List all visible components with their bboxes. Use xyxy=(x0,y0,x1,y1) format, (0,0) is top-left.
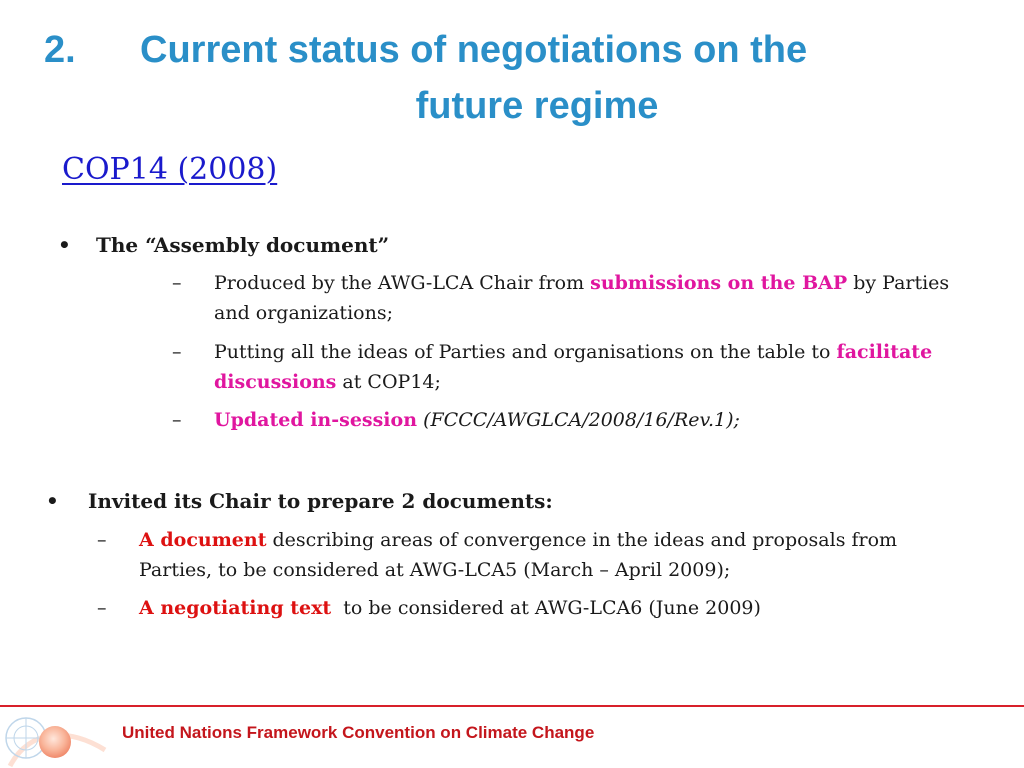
section1-item-1-text xyxy=(214,268,954,328)
item-highlight: A negotiating text xyxy=(139,597,332,619)
item-text: Putting all the ideas of Parties and organisations on the table to xyxy=(214,341,837,363)
footer-divider xyxy=(0,705,1024,707)
dash-icon: – xyxy=(97,529,107,551)
section1-bullet-item xyxy=(58,231,958,259)
dash-icon: – xyxy=(97,597,107,619)
section2-bullet-item xyxy=(46,487,946,515)
item-text: Produced by the AWG-LCA Chair from xyxy=(214,272,591,294)
title-line-2: future regime xyxy=(415,85,659,127)
dash-icon: – xyxy=(172,409,182,431)
un-globe-logo-icon xyxy=(0,708,110,768)
subtitle-cop14: COP14 (2008) xyxy=(62,152,278,187)
section2-item-1-text xyxy=(139,525,969,585)
dash-icon: – xyxy=(172,341,182,363)
item-text: describing areas of convergence in the ideas and proposals from Parties, to be considered at AWG-LCA5 (March – April 2009); xyxy=(139,529,898,581)
item-highlight: A document xyxy=(139,529,267,551)
title-line-1: Current status of negotiations on the xyxy=(140,29,808,71)
section2-item-2-text xyxy=(139,593,969,623)
section2-heading: Invited its Chair to prepare 2 documents: xyxy=(88,489,553,513)
item-text: (FCCC/AWGLCA/2008/16/Rev.1); xyxy=(417,409,740,431)
bullet-icon: • xyxy=(46,489,59,513)
item-highlight: facilitate discussions xyxy=(214,341,933,393)
section1-heading: The “Assembly document” xyxy=(96,233,390,257)
bullet-icon: • xyxy=(58,233,71,257)
section1-item-3-text xyxy=(214,405,954,435)
item-text: by Parties and organizations; xyxy=(214,272,950,324)
item-text: to be considered at AWG-LCA6 (June 2009) xyxy=(331,597,761,619)
title-number: 2. xyxy=(44,29,76,71)
section1-item-2-text xyxy=(214,337,984,397)
dash-icon: – xyxy=(172,272,182,294)
item-text: at COP14; xyxy=(336,371,441,393)
item-highlight: submissions on the BAP xyxy=(590,272,848,294)
footer-organization-name: United Nations Framework Convention on Climate Change xyxy=(122,723,595,742)
item-highlight: Updated in-session xyxy=(214,409,418,431)
